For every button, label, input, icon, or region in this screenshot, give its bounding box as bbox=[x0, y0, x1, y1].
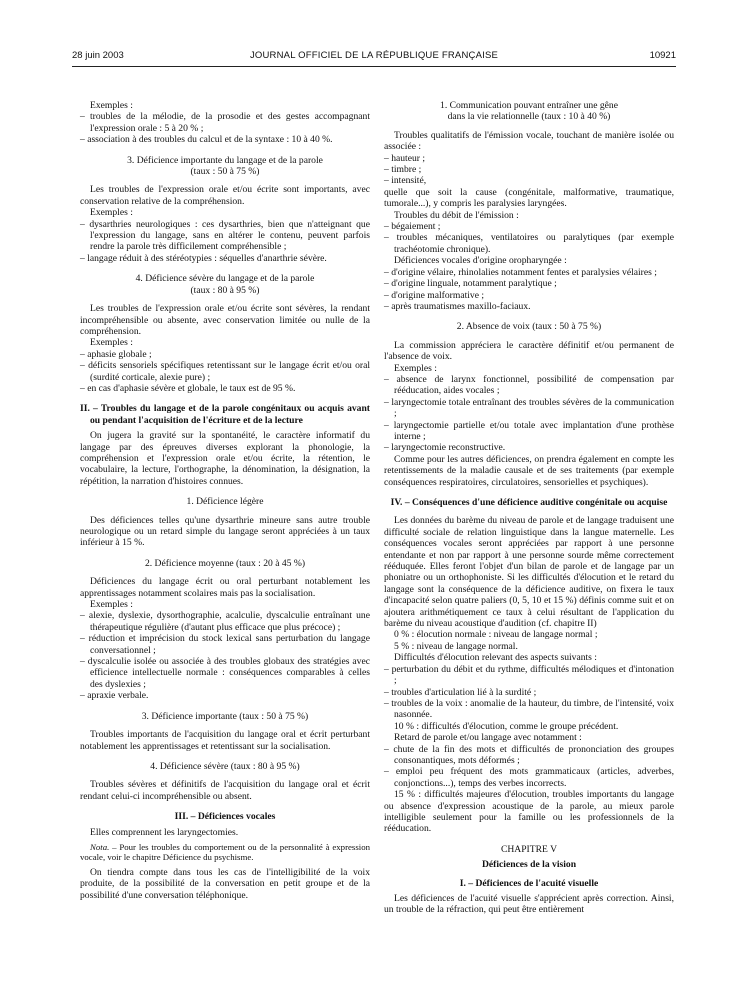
subsection-heading: 1. Déficience légère bbox=[186, 496, 264, 508]
section-heading: I. – Déficiences de l'acuité visuelle bbox=[459, 877, 599, 889]
section-heading: II. – Troubles du langage et de la parole congénitaux ou acquis avant ou pendant l'acquisition de l'écriture et de la lecture bbox=[80, 403, 370, 426]
paragraph: Elles comprennent les laryngectomies. bbox=[90, 826, 239, 838]
section-heading: IV. – Conséquences d'une déficience auditive congénitale ou acquise bbox=[390, 497, 668, 508]
paragraph: On jugera la gravité sur la spontanéité, le caractère informatif du langage par des épreuves diverses explorant la phonologie, la compréhension et l'expression orale et/ou écrite, la rétention, le vocabulaire, la lecture, l'orthographe, la dénomination, la désignation, la répétition, la narration d'histoires connues. bbox=[80, 430, 370, 487]
paragraph: Déficiences vocales d'origine oropharyngée : bbox=[394, 255, 567, 267]
list-item: – laryngectomie totale entraînant des troubles sévères de la communication ; bbox=[384, 396, 674, 420]
subsection-heading: 2. Déficience moyenne (taux : 20 à 45 %) bbox=[144, 557, 306, 569]
paragraph: Les troubles de l'expression orale et/ou écrite sont importants, avec conservation relative de la compréhension. bbox=[80, 184, 370, 207]
list-item: – emploi peu fréquent des mots grammaticaux (articles, adverbes, conjonctions...), temps des verbes incorrects. bbox=[384, 766, 674, 789]
paragraph: Troubles sévères et définitifs de l'acquisition du langage oral et écrit rendant celui-ci incompréhensible ou absent. bbox=[80, 779, 370, 802]
rate-line: 0 % : élocution normale : niveau de langage normal ; bbox=[394, 629, 598, 641]
paragraph: Les données du barème du niveau de parole et de langage traduisent une difficulté sociale de relation linguistique dans la langue maternelle. Les conséquences vocales seront appréciées par rapport à une personne entendante et non par rapport à une personne sourde même correctement rééduquée. Elles feront l'objet d'un bilan de parole et de langage par un phoniatre ou un orthophoniste. Si les difficultés d'élocution et le retard du langage sont la conséquence de la déficience auditive, on fixera le taux d'incapacité selon quatre paliers (0, 5, 10 et 15 %) définis comme suit et on ajoutera arithmétiquement ce taux à celui résultant de l'application du barème du niveau acoustique d'audition (cf. chapitre II) bbox=[384, 515, 674, 630]
list-item: – langage réduit à des stéréotypies : séquelles d'anarthrie sévère. bbox=[80, 252, 327, 264]
paragraph: Déficiences du langage écrit ou oral perturbant notablement les apprentissages notamment scolaires mais pas la socialisation. bbox=[80, 576, 370, 599]
list-item: – d'origine vélaire, rhinolalies notamment fentes et paralysies vélaires ; bbox=[384, 266, 657, 278]
examples-label: Exemples : bbox=[90, 207, 133, 219]
header-title: JOURNAL OFFICIEL DE LA RÉPUBLIQUE FRANÇAISE bbox=[249, 50, 499, 61]
list-item: – après traumatismes maxillo-faciaux. bbox=[384, 300, 531, 312]
paragraph: Comme pour les autres déficiences, on prendra également en compte les retentissements de la maladie causale et de ses traitements (par exemple conséquences respiratoires, circulatoires, sensorielles et psychiques). bbox=[384, 453, 674, 488]
list-item: – d'origine malformative ; bbox=[384, 289, 485, 301]
paragraph: On tiendra compte dans tous les cas de l'intelligibilité de la voix produite, de la possibilité de la conversation en petit groupe et de la possibilité d'une conversation téléphonique. bbox=[80, 866, 370, 901]
list-item: – aphasie globale ; bbox=[80, 348, 152, 360]
subsection-heading: 2. Absence de voix (taux : 50 à 75 %) bbox=[456, 321, 602, 333]
note-text: – Pour les troubles du comportement ou de la personnalité à expression vocale, voir le chapitre Déficience du psychisme. bbox=[80, 841, 370, 863]
paragraph: Troubles du débit de l'émission : bbox=[394, 209, 519, 221]
examples-label: Exemples : bbox=[90, 337, 133, 349]
note bbox=[80, 842, 370, 863]
section-heading: III. – Déficiences vocales bbox=[174, 811, 276, 823]
list-item: – troubles de la voix : anomalie de la hauteur, du timbre, de l'intensité, voix nasonnée. bbox=[384, 697, 674, 721]
paragraph: Difficultés d'élocution relevant des aspects suivants : bbox=[394, 652, 597, 664]
subsection-rate: (taux : 80 à 95 %) bbox=[190, 284, 260, 296]
list-item: – apraxie verbale. bbox=[80, 690, 149, 702]
header-rule bbox=[72, 66, 676, 67]
list-item: – hauteur ; bbox=[384, 152, 426, 164]
chapter-title: Déficiences de la vision bbox=[481, 859, 577, 871]
paragraph: Les déficiences de l'acuité visuelle s'apprécient après correction. Ainsi, un trouble de la réfraction, qui peut être entièrement bbox=[384, 893, 674, 916]
list-item: – perturbation du débit et du rythme, difficultés mélodiques et d'intonation ; bbox=[384, 663, 674, 687]
list-item: – dysarthries neurologiques : ces dysarthries, bien que n'atteignant que l'expression du langage, sans en altérer le contenu, peuvent parfois rendre la parole très difficilement compréhensible ; bbox=[80, 218, 370, 253]
list-item: – en cas d'aphasie sévère et globale, le taux est de 95 %. bbox=[80, 382, 296, 394]
examples-label: Exemples : bbox=[90, 100, 133, 111]
list-item: – troubles d'articulation lié à la surdité ; bbox=[384, 686, 537, 698]
list-item: – laryngectomie reconstructive. bbox=[384, 442, 506, 454]
chapter-label: CHAPITRE V bbox=[500, 843, 558, 855]
paragraph: Troubles importants de l'acquisition du langage oral et écrit perturbant notablement les apprentissages et retentissant sur la socialisation. bbox=[80, 729, 370, 752]
rate-line: 15 % : difficultés majeures d'élocution, troubles importants du langage ou absence d'expression acoustique de la parole, au mieux parole intelligible seulement pour la famille ou les professionnels de la rééducation. bbox=[384, 789, 674, 835]
subsection-heading: 3. Déficience importante (taux : 50 à 75 %) bbox=[141, 710, 309, 722]
examples-label: Exemples : bbox=[90, 599, 133, 611]
list-item: – association à des troubles du calcul et de la syntaxe : 10 à 40 %. bbox=[80, 134, 333, 146]
subsection-rate: (taux : 50 à 75 %) bbox=[190, 166, 260, 178]
list-item: – alexie, dyslexie, dysorthographie, acalculie, dyscalculie entraînant une thérapeutique régulière (d'autant plus efficace que plus précoce) ; bbox=[80, 610, 370, 633]
note-label: Nota. bbox=[90, 841, 110, 852]
list-item: – chute de la fin des mots et difficultés de prononciation des groupes consonantiques, mots déformés ; bbox=[384, 743, 674, 766]
list-item: – absence de larynx fonctionnel, possibilité de compensation par rééducation, aides vocales ; bbox=[384, 373, 674, 397]
list-item: – bégaiement ; bbox=[384, 221, 441, 233]
list-item: – dyscalculie isolée ou associée à des troubles globaux des stratégies avec efficience intellectuelle normale : conséquences comparables à celles des dyslexies ; bbox=[80, 656, 370, 690]
rate-line: 10 % : difficultés d'élocution, comme le groupe précédent. bbox=[394, 720, 619, 732]
paragraph: Retard de parole et/ou langage avec notamment : bbox=[394, 732, 582, 744]
header-page-number: 10921 bbox=[649, 50, 676, 61]
left-column bbox=[80, 100, 370, 901]
subsection-heading: 3. Déficience importante du langage et de la parole bbox=[127, 154, 323, 166]
paragraph: Troubles qualitatifs de l'émission vocale, touchant de manière isolée ou associée : bbox=[384, 129, 674, 153]
list-item: – laryngectomie partielle et/ou totale avec implantation d'une prothèse interne ; bbox=[384, 419, 674, 442]
list-item: – d'origine linguale, notamment paralytique ; bbox=[384, 278, 557, 290]
page-header bbox=[72, 50, 676, 64]
header-date: 28 juin 2003 bbox=[72, 50, 124, 61]
examples-label: Exemples : bbox=[394, 362, 437, 374]
list-item: – timbre ; bbox=[384, 164, 422, 176]
subsection-rate: dans la vie relationnelle (taux : 10 à 40 %) bbox=[447, 111, 611, 123]
rate-line: 5 % : niveau de langage normal. bbox=[394, 640, 518, 652]
paragraph: Des déficiences telles qu'une dysarthrie mineure sans autre trouble neurologique ou un retard simple du langage seront appréciées à un taux inférieur à 15 %. bbox=[80, 514, 370, 549]
list-item: – réduction et imprécision du stock lexical sans perturbation du langage conversationnel ; bbox=[80, 633, 370, 656]
list-item: – troubles mécaniques, ventilatoires ou paralytiques (par exemple trachéotomie chronique). bbox=[384, 232, 674, 255]
paragraph: La commission appréciera le caractère définitif et/ou permanent de l'absence de voix. bbox=[384, 339, 674, 363]
list-item: – intensité, bbox=[384, 175, 427, 187]
subsection-heading: 4. Déficience sévère du langage et de la parole bbox=[135, 273, 315, 285]
paragraph: Les troubles de l'expression orale et/ou écrite sont sévères, la rendant incompréhensible ou absente, avec conservation limitée ou nulle de la compréhension. bbox=[80, 303, 370, 337]
subsection-heading: 1. Communication pouvant entraîner une gêne bbox=[440, 100, 618, 111]
right-column bbox=[384, 100, 674, 916]
subsection-heading: 4. Déficience sévère (taux : 80 à 95 %) bbox=[150, 760, 300, 772]
paragraph: quelle que soit la cause (congénitale, malformative, traumatique, tumorale...), y compris les paralysies laryngées. bbox=[384, 186, 674, 210]
list-item: – déficits sensoriels spécifiques retentissant sur le langage écrit et/ou oral (surdité corticale, alexie pure) ; bbox=[80, 360, 370, 383]
list-item: – troubles de la mélodie, de la prosodie et des gestes accompagnant l'expression orale : 5 à 20 % ; bbox=[80, 111, 370, 134]
